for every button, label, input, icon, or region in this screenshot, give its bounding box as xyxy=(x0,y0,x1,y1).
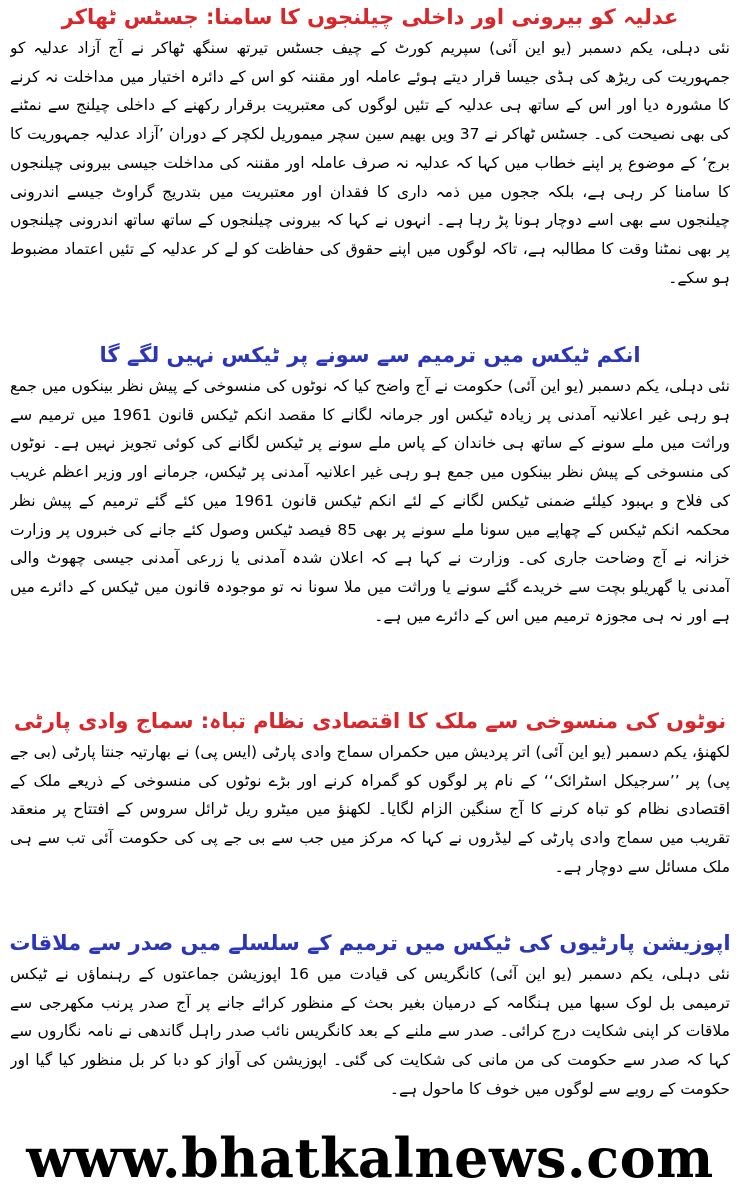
headline-demonetisation: نوٹوں کی منسوخی سے ملک کا اقتصادی نظام تباہ: سماج وادی پارٹی xyxy=(13,709,727,733)
article-demonetisation xyxy=(0,706,740,882)
article-income-tax xyxy=(0,340,740,688)
article-opposition xyxy=(0,928,740,1104)
article-judiciary xyxy=(0,2,740,320)
body-judiciary: نئی دہلی، یکم دسمبر (یو این آئی) سپریم کورٹ کے چیف جسٹس تیرتھ سنگھ ٹھاکر نے آج آزاد عدلیہ کو جمہوریت کی ریڑھ کی ہڈی جیسا قرار دیتے ہوئے عاملہ اور مقننہ کو اس کے دائرہ اختیار میں مداخلت نہ کرنے کا مشورہ دیا اور اس کے ساتھ ہی عدلیہ کے تئیں لوگوں کی معتبریت برقرار رکھنے کے داخلی چیلنج سے نمٹنے کی بھی نصیحت کی۔ جسٹس ٹھاکر نے 37 ویں بھیم سین سچر میموریل لکچر کے دوران ’آزاد عدلیہ جمہوریت کا برج‘ کے موضوع پر اپنے خطاب میں کہا کہ عدلیہ نہ صرف عاملہ اور مقننہ کی مداخلت جیسی بیرونی چیلنجوں کا سامنا کر رہی ہے، بلکہ ججوں میں ذمہ داری کا فقدان اور معتبریت میں بتدریج گراوٹ جیسے اندرونی چیلنجوں سے بھی اسے دوچار ہونا پڑ رہا ہے۔ انہوں نے کہا کہ بیرونی چیلنجوں کے ساتھ ساتھ اندرونی چیلنجوں پر بھی نمٹنا وقت کا مطالبہ ہے، تاکہ لوگوں میں اپنے حقوق کی حفاظت کو لے کر عدلیہ کے تئیں اعتماد مضبوط ہو سکے۔ xyxy=(10,39,730,287)
body-opposition: نئی دہلی، یکم دسمبر (یو این آئی) کانگریس کی قیادت میں 16 اپوزیشن جماعتوں کے رہنماؤں نے ٹیکس ترمیمی بل لوک سبھا میں ہنگامہ کے درمیان بغیر بحث کے منظور کرائے جانے پر آج صدر پرنب مکھرجی سے ملاقات کر اپنی شکایت درج کرائی۔ صدر سے ملنے کے بعد کانگریس نائب صدر راہل گاندھی نے نامہ نگاروں سے کہا کہ صدر سے حکومت کی من مانی کی شکایت کی گئی۔ اپوزیشن کی آواز کو دبا کر بل منظور کیا گیا اور حکومت کے رویے سے لوگوں میں خوف کا ماحول ہے۔ xyxy=(10,965,730,1098)
headline-judiciary: عدلیہ کو بیرونی اور داخلی چیلنجوں کا سامنا: جسٹس ٹھاکر xyxy=(61,5,679,29)
site-watermark: www.bhatkalnews.com xyxy=(26,1127,714,1189)
headline-income-tax: انکم ٹیکس میں ترمیم سے سونے پر ٹیکس نہیں لگے گا xyxy=(99,343,641,367)
body-income-tax: نئی دہلی، یکم دسمبر (یو این آئی) حکومت نے آج واضح کیا کہ نوٹوں کی منسوخی کے پیش نظر بینکوں میں جمع ہو رہی غیر اعلانیہ آمدنی پر زیادہ ٹیکس اور جرمانہ لگانے کا مقصد انکم ٹیکس قانون 1961 میں ترمیم سے وراثت میں ملے سونے کے ساتھ ہی خاندان کے پاس ملے سونے پر ٹیکس لگانے کی کوئی تجویز نہیں ہے۔ نوٹوں کی منسوخی کے پیش نظر بینکوں میں جمع ہو رہی غیر اعلانیہ آمدنی پر ٹیکس، جرمانے اور وزیر اعظم غریب کی فلاح و بہبود کیلئے ضمنی ٹیکس لگانے کے لئے انکم ٹیکس قانون 1961 میں کئے گئے ترمیم کے پیش نظر محکمہ انکم ٹیکس کے چھاپے میں سونا ملے سونے پر بھی 85 فیصد ٹیکس وصول کئے جانے کی خبروں پر وزارت خزانہ نے آج وضاحت جاری کی۔ وزارت نے کہا ہے کہ اعلان شدہ آمدنی یا زرعی آمدنی جیسی چھوٹ والی آمدنی یا گھریلو بچت سے خریدے گئے سونے یا وراثت میں ملا سونا نہ تو موجودہ قانون میں ٹیکس کے دائرے میں ہے اور نہ ہی مجوزہ ترمیم میں اس کے دائرے میں ہے۔ xyxy=(10,377,730,625)
headline-opposition: اپوزیشن پارٹیوں کی ٹیکس میں ترمیم کے سلسلے میں صدر سے ملاقات xyxy=(9,931,731,955)
body-demonetisation: لکھنؤ، یکم دسمبر (یو این آئی) اتر پردیش میں حکمراں سماج وادی پارٹی (ایس پی) نے بھارتیہ جنتا پارٹی (بی جے پی) پر ’’سرجیکل اسٹرائک‘‘ کے نام پر لوگوں کو گمراہ کرنے اور بڑے نوٹوں کی منسوخی کے ذریعے ملک کے اقتصادی نظام کو تباہ کرنے کا آج سنگین الزام لگایا۔ لکھنؤ میں میٹرو ریل ٹرائل سروس کے افتتاح پر منعقد تقریب میں سماج وادی پارٹی کے لیڈروں نے کہا کہ مرکز میں جب سے بی جے پی کی حکومت آئی تب سے ہی ملک مسائل سے دوچار ہے۔ xyxy=(10,743,730,876)
